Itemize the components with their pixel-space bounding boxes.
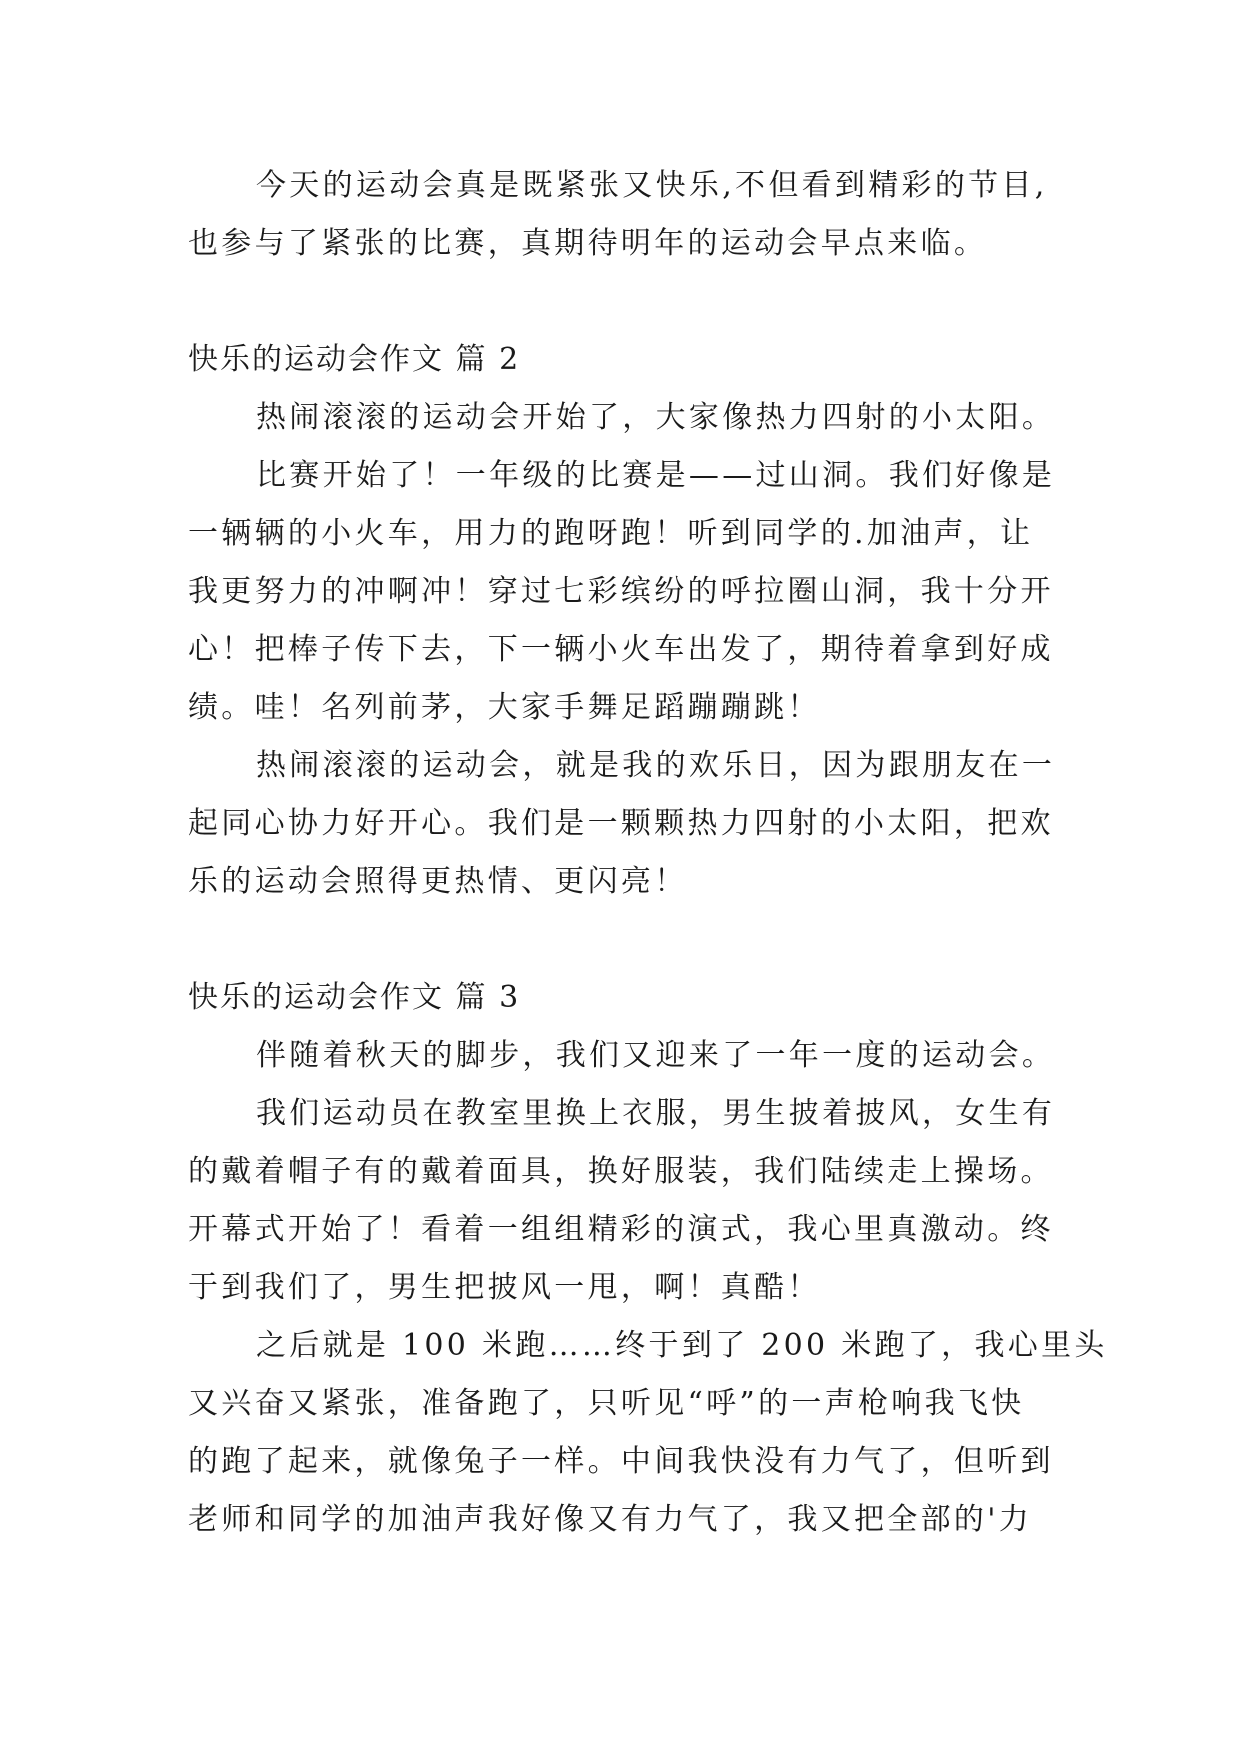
paragraph-line: 我更努力的冲啊冲！穿过七彩缤纷的呼拉圈山洞，我十分开 [188,574,1054,609]
paragraph-line: 今天的运动会真是既紧张又快乐,不但看到精彩的节目, [256,168,1048,203]
paragraph-line: 开幕式开始了！看着一组组精彩的演式，我心里真激动。终 [188,1212,1054,1247]
paragraph-line: 热闹滚滚的运动会，就是我的欢乐日，因为跟朋友在一 [256,748,1056,783]
paragraph-line: 心！把棒子传下去，下一辆小火车出发了，期待着拿到好成 [188,632,1054,667]
paragraph-line: 伴随着秋天的脚步，我们又迎来了一年一度的运动会。 [256,1038,1056,1073]
paragraph-line: 于到我们了，男生把披风一甩，啊！真酷！ [188,1270,821,1305]
paragraph-line: 的跑了起来，就像兔子一样。中间我快没有力气了，但听到 [188,1444,1054,1479]
paragraph-line: 也参与了紧张的比赛，真期待明年的运动会早点来临。 [188,226,988,261]
paragraph-line: 老师和同学的加油声我好像又有力气了，我又把全部的'力 [188,1502,1033,1537]
section-heading-2: 快乐的运动会作文 篇 2 [188,342,521,377]
paragraph-line: 起同心协力好开心。我们是一颗颗热力四射的小太阳，把欢 [188,806,1054,841]
paragraph-line: 又兴奋又紧张，准备跑了，只听见“呼”的一声枪响我飞快 [188,1386,1025,1421]
paragraph-line: 我们运动员在教室里换上衣服，男生披着披风，女生有 [256,1096,1056,1131]
paragraph-line: 的戴着帽子有的戴着面具，换好服装，我们陆续走上操场。 [188,1154,1054,1189]
paragraph-line: 绩。哇！名列前茅，大家手舞足蹈蹦蹦跳！ [188,690,821,725]
paragraph-line: 一辆辆的小火车，用力的跑呀跑！听到同学的.加油声，让 [188,516,1034,551]
paragraph-line: 热闹滚滚的运动会开始了，大家像热力四射的小太阳。 [256,400,1056,435]
paragraph-line: 之后就是 100 米跑……终于到了 200 米跑了，我心里头 [256,1328,1108,1363]
paragraph-line: 乐的运动会照得更热情、更闪亮！ [188,864,688,899]
paragraph-line: 比赛开始了！一年级的比赛是——过山洞。我们好像是 [256,458,1056,493]
section-heading-3: 快乐的运动会作文 篇 3 [188,980,521,1015]
